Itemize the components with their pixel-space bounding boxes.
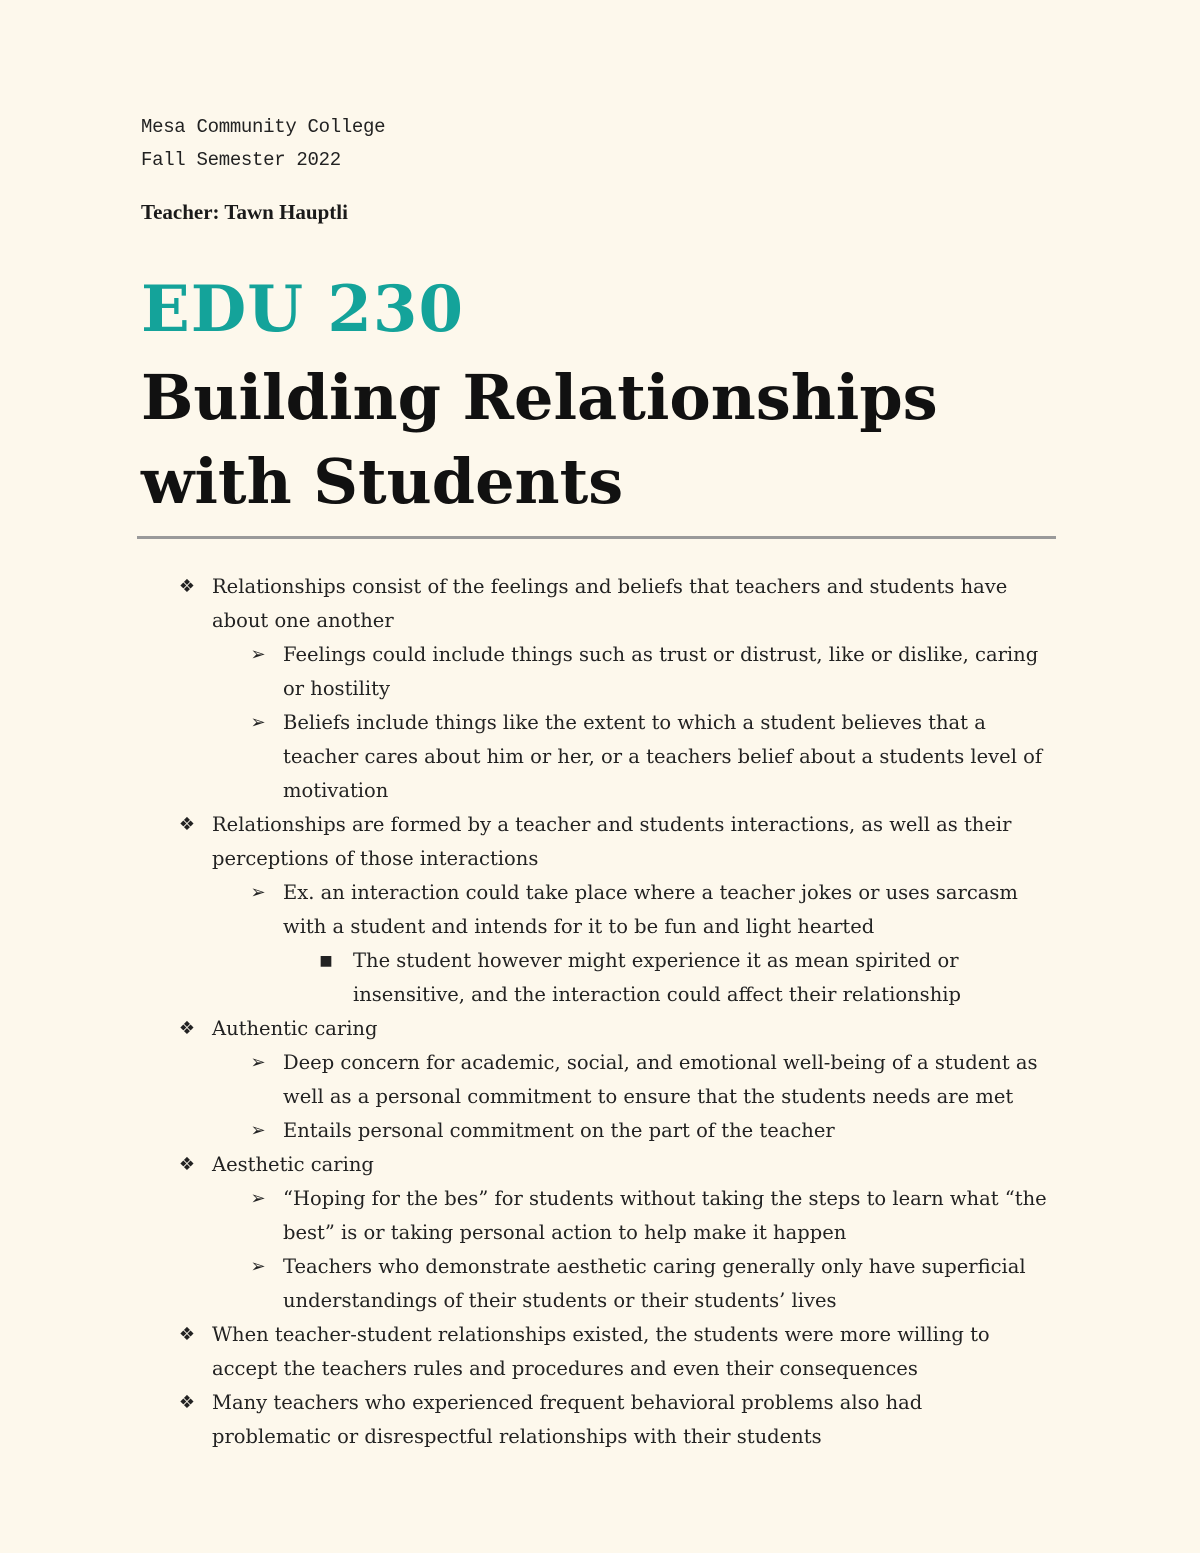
list-item bbox=[0, 1148, 1042, 1182]
diamond-bullet-icon: ❖ bbox=[178, 1018, 196, 1039]
list-item bbox=[0, 1250, 1053, 1318]
list-item-text: Aesthetic caring bbox=[212, 1153, 374, 1176]
list-item-text: When teacher-student relationships existed, the students were more willing to accept the teachers rules and procedures and even their consequences bbox=[212, 1323, 990, 1380]
square-bullet-icon: ■ bbox=[319, 953, 333, 969]
diamond-bullet-icon: ❖ bbox=[178, 1392, 196, 1413]
arrow-bullet-icon: ➢ bbox=[250, 644, 266, 665]
notes-list bbox=[0, 570, 1200, 1454]
list-item bbox=[0, 706, 1053, 808]
diamond-bullet-icon: ❖ bbox=[178, 1154, 196, 1175]
list-item-text: The student however might experience it as mean spirited or insensitive, and the interaction could affect their relationship bbox=[353, 949, 961, 1006]
institution-name: Mesa Community College bbox=[141, 116, 386, 138]
list-item-text: Relationships are formed by a teacher and students interactions, as well as their perceptions of those interactions bbox=[212, 813, 1012, 870]
diamond-bullet-icon: ❖ bbox=[178, 814, 196, 835]
course-title: Building Relationships with Students bbox=[141, 361, 938, 518]
teacher-name: Teacher: Tawn Hauptli bbox=[141, 200, 348, 224]
arrow-bullet-icon: ➢ bbox=[250, 882, 266, 903]
arrow-bullet-icon: ➢ bbox=[250, 1256, 266, 1277]
horizontal-divider bbox=[137, 536, 1056, 539]
list-item-text: Entails personal commitment on the part of the teacher bbox=[283, 1119, 835, 1142]
list-item-text: Deep concern for academic, social, and emotional well-being of a student as well as a personal commitment to ensure that the students needs are met bbox=[283, 1051, 1038, 1108]
list-item bbox=[0, 1386, 1042, 1454]
list-item bbox=[0, 570, 1042, 638]
list-item-text: Many teachers who experienced frequent behavioral problems also had problematic or disrespectful relationships with their students bbox=[212, 1391, 923, 1448]
diamond-bullet-icon: ❖ bbox=[178, 576, 196, 597]
list-item bbox=[0, 1182, 1053, 1250]
diamond-bullet-icon: ❖ bbox=[178, 1324, 196, 1345]
list-item-text: Relationships consist of the feelings and beliefs that teachers and students have about one another bbox=[212, 575, 1008, 632]
list-item-text: Feelings could include things such as trust or distrust, like or dislike, caring or hostility bbox=[283, 643, 1039, 700]
list-item bbox=[0, 1318, 1042, 1386]
semester-label: Fall Semester 2022 bbox=[141, 149, 341, 171]
arrow-bullet-icon: ➢ bbox=[250, 1120, 266, 1141]
list-item bbox=[0, 1114, 1053, 1148]
list-item-text: Ex. an interaction could take place where a teacher jokes or uses sarcasm with a student and intends for it to be fun and light hearted bbox=[283, 881, 1018, 938]
arrow-bullet-icon: ➢ bbox=[250, 1052, 266, 1073]
list-item bbox=[0, 1012, 1042, 1046]
list-item-text: Teachers who demonstrate aesthetic caring generally only have superficial understandings of their students or their students’ lives bbox=[283, 1255, 1026, 1312]
list-item-text: Beliefs include things like the extent to which a student believes that a teacher cares about him or her, or a teachers belief about a students level of motivation bbox=[283, 711, 1043, 802]
arrow-bullet-icon: ➢ bbox=[250, 712, 266, 733]
list-item-text: “Hoping for the bes” for students without taking the steps to learn what “the best” is or taking personal action to help make it happen bbox=[283, 1187, 1047, 1244]
list-item bbox=[0, 808, 1042, 876]
list-item bbox=[0, 944, 1053, 1012]
list-item bbox=[0, 638, 1053, 706]
course-code: EDU 230 bbox=[141, 272, 464, 347]
list-item-text: Authentic caring bbox=[212, 1017, 378, 1040]
list-item bbox=[0, 876, 1053, 944]
list-item bbox=[0, 1046, 1053, 1114]
arrow-bullet-icon: ➢ bbox=[250, 1188, 266, 1209]
